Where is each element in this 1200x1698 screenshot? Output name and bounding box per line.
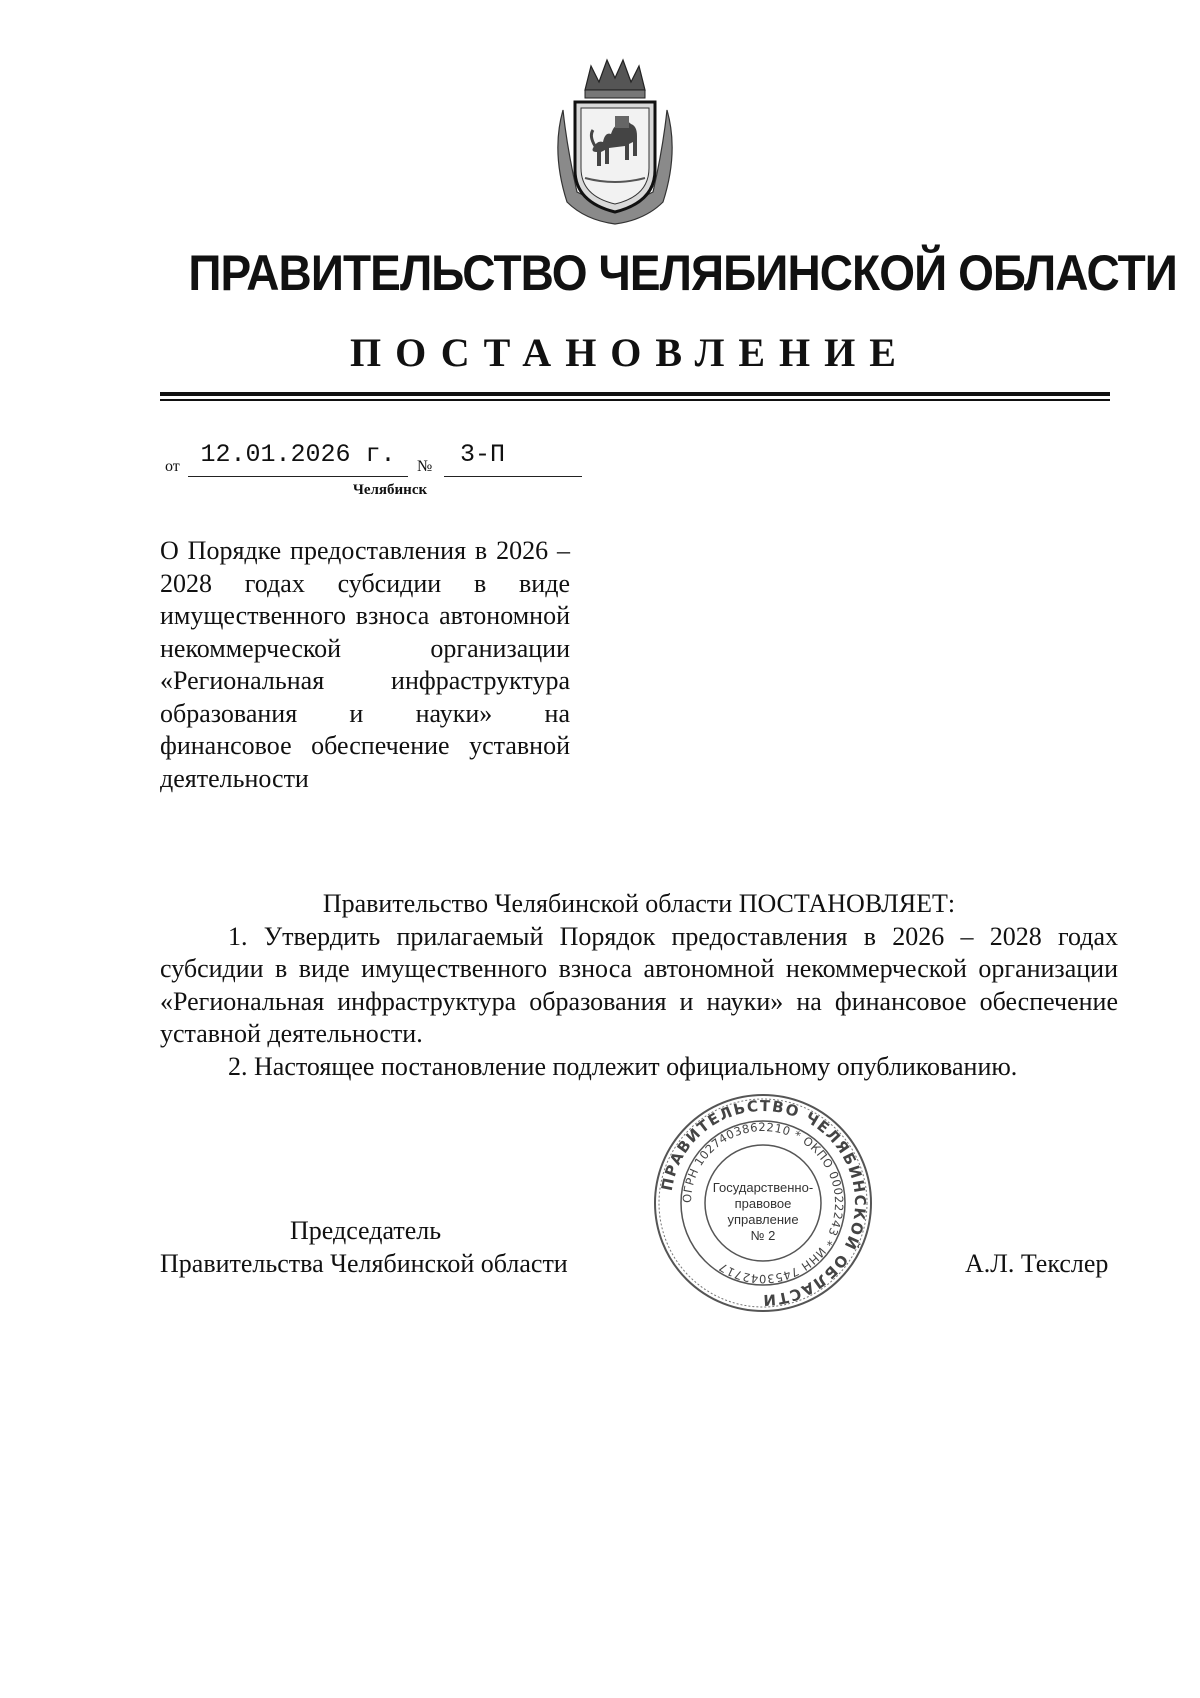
number-underline bbox=[444, 476, 582, 477]
seal-inner-line: правовое bbox=[734, 1196, 792, 1211]
seal-middle-text: ОГРН 1027403862210 * ОКПО 00022243 * ИНН 7453042717 bbox=[679, 1119, 847, 1287]
city-label: Челябинск bbox=[352, 482, 428, 498]
seal-inner-text bbox=[710, 1180, 816, 1244]
date-underline bbox=[188, 476, 408, 477]
document-subject: О Порядке предоставления в 2026 – 2028 годах субсидии в виде имущественного взноса автономной некоммерческой организации «Региональная инфраструктура образования и науки» на финансовое обеспечение уставной деятельности bbox=[160, 536, 570, 793]
document-type: ПОСТАНОВЛЕНИЕ bbox=[350, 330, 910, 375]
header-rule-thick bbox=[160, 392, 1110, 396]
resolution-item-1: 1. Утвердить прилагаемый Порядок предоставления в 2026 – 2028 годах субсидии в виде имущественного взноса автономной некоммерческой организации «Региональная инфраструктура образования и науки» на финансовое обеспечение уставной деятельности. bbox=[160, 921, 1118, 1048]
signatory-name: А.Л. Текслер bbox=[965, 1249, 1109, 1278]
document-number: 3-П bbox=[460, 440, 506, 469]
header-rule-thin bbox=[160, 399, 1110, 401]
document-body bbox=[160, 888, 1118, 1083]
seal-inner-line: Государственно- bbox=[712, 1180, 814, 1195]
number-sign: № bbox=[417, 458, 433, 475]
seal-inner-line: № 2 bbox=[750, 1228, 776, 1243]
signatory-title: Председатель bbox=[290, 1216, 442, 1245]
signatory-organization: Правительства Челябинской области bbox=[160, 1249, 568, 1278]
government-title: ПРАВИТЕЛЬСТВО ЧЕЛЯБИНСКОЙ ОБЛАСТИ bbox=[188, 245, 1177, 301]
seal-inner-line: управление bbox=[727, 1212, 799, 1227]
resolution-item-2: 2. Настоящее постановление подлежит официальному опубликованию. bbox=[228, 1051, 1018, 1081]
document-date: 12.01.2026 г. bbox=[200, 440, 396, 469]
date-prefix: от bbox=[165, 458, 180, 475]
coat-of-arms-icon bbox=[545, 52, 685, 228]
resolution-intro: Правительство Челябинской области ПОСТАНОВЛЯЕТ: bbox=[322, 889, 956, 918]
seal-outer-text: ПРАВИТЕЛЬСТВО ЧЕЛЯБИНСКОЙ ОБЛАСТИ bbox=[657, 1096, 870, 1310]
